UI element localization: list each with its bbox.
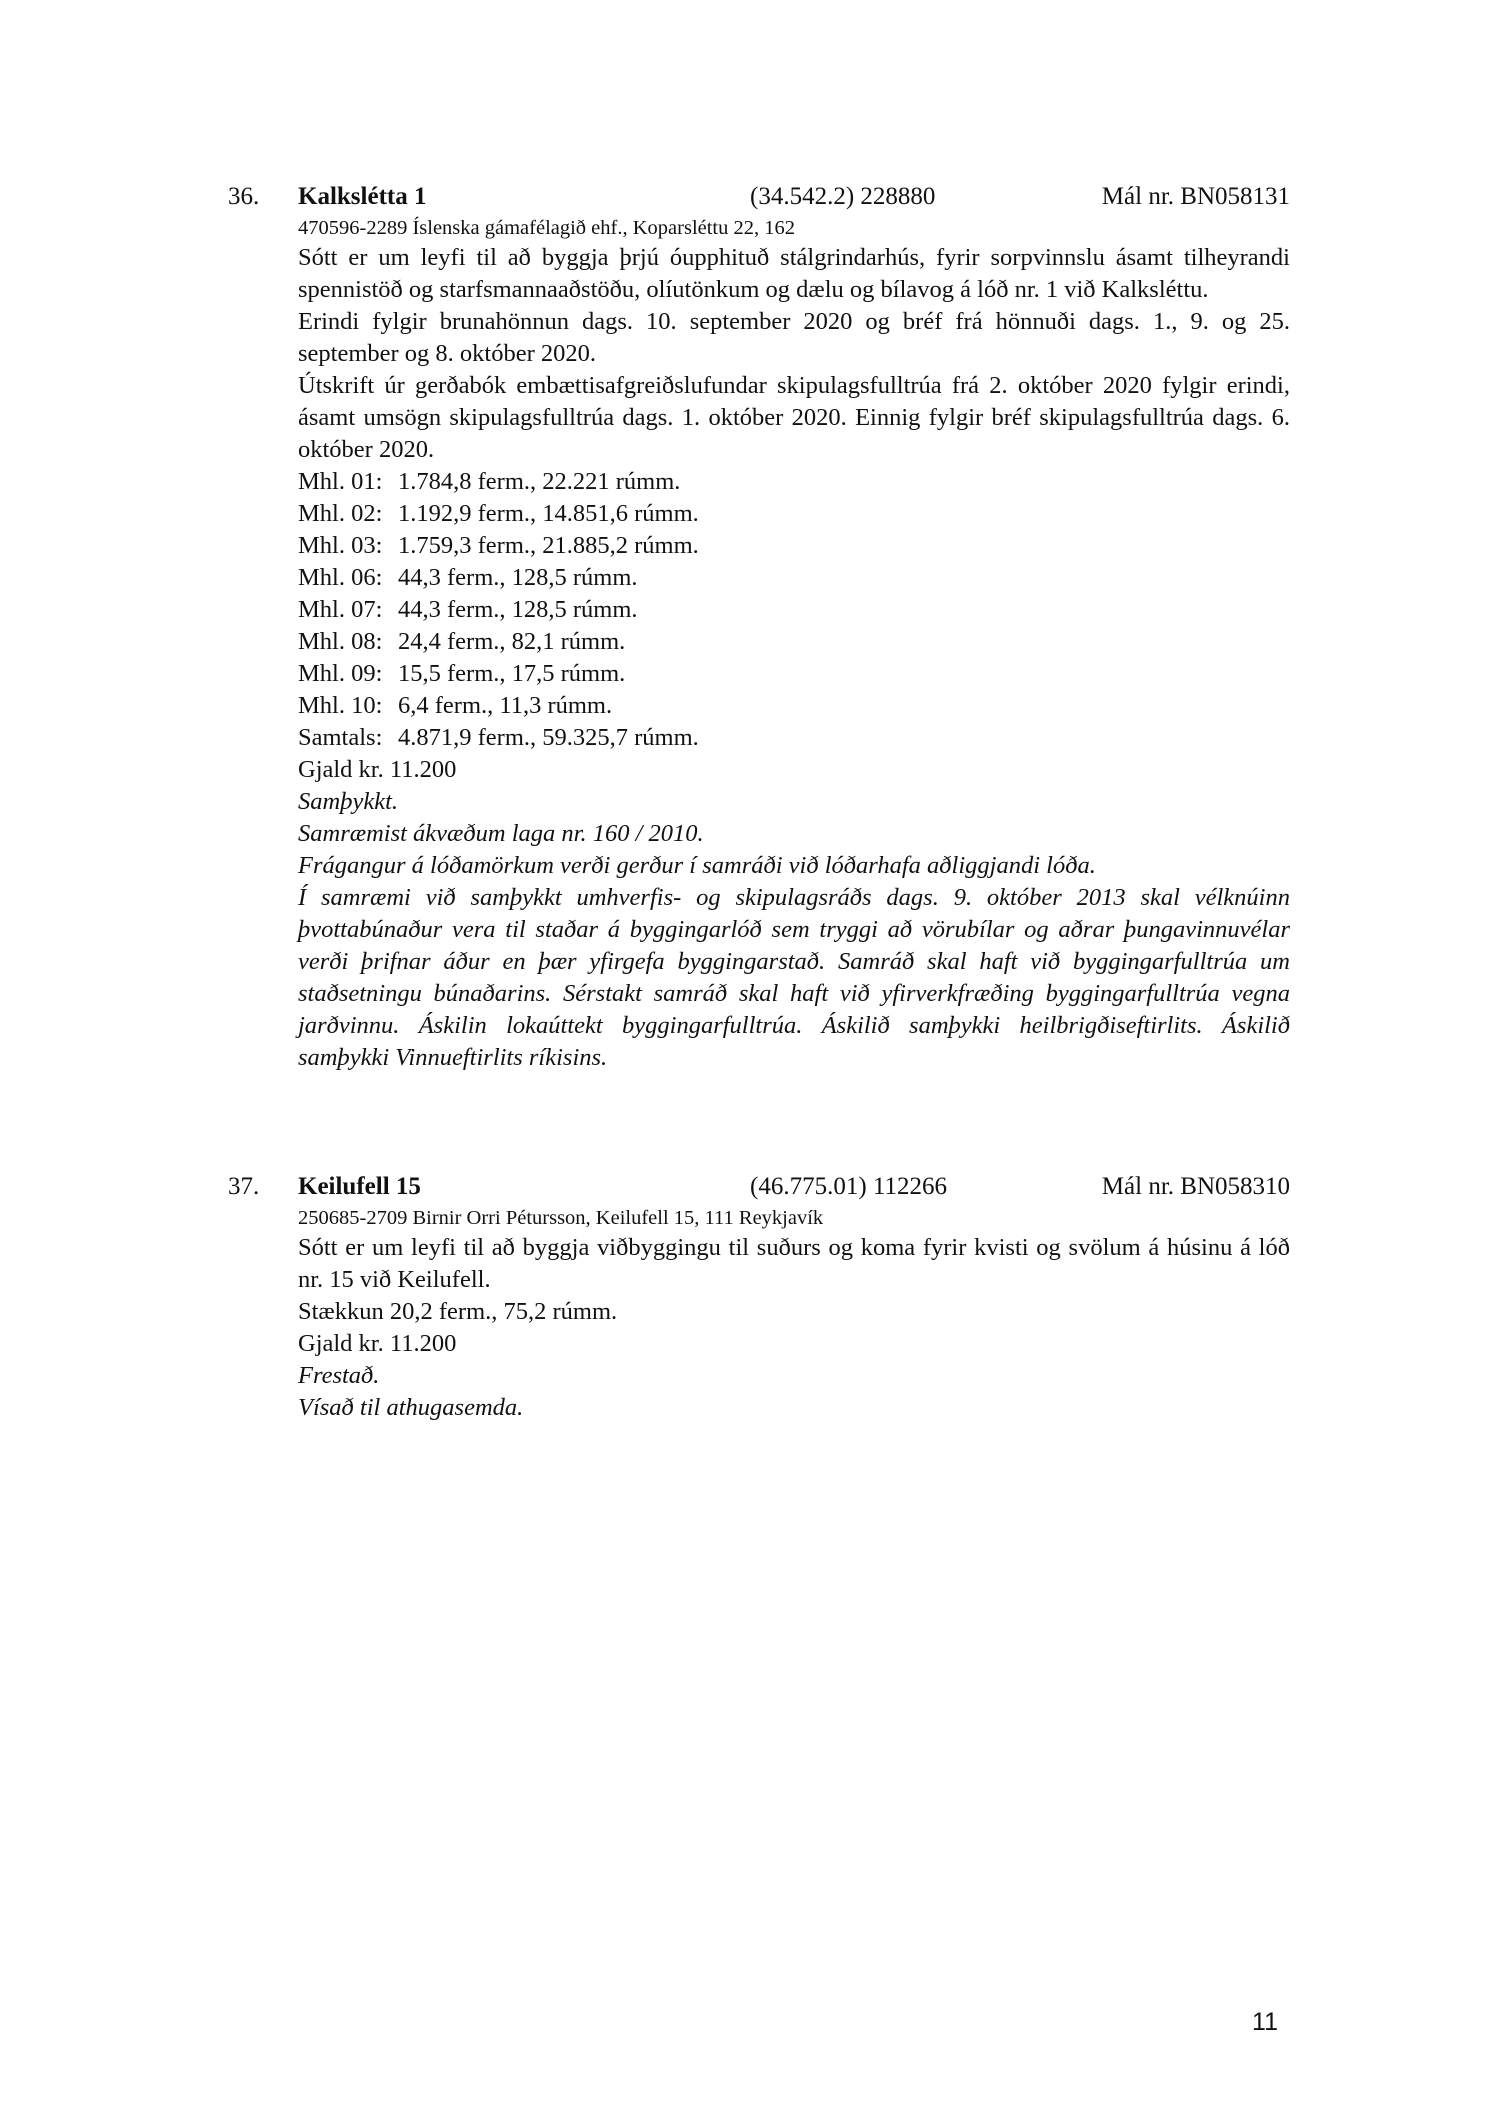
case-address: Keilufell 15 bbox=[298, 1173, 421, 1200]
case-header bbox=[228, 180, 1290, 214]
paragraph: Sótt er um leyfi til að byggja viðbyggingu til suðurs og koma fyrir kvisti og svölum á húsinu á lóð nr. 15 við Keilufell. bbox=[298, 1234, 1290, 1293]
measurement-row: Mhl. 09: 15,5 ferm., 17,5 rúmm. bbox=[298, 660, 626, 687]
measurement-row: Mhl. 06: 44,3 ferm., 128,5 rúmm. bbox=[298, 564, 638, 591]
decision-paragraph: Í samræmi við samþykkt umhverfis- og skipulagsráðs dags. 9. október 2013 skal vélknúinn þvottabúnaður vera til staðar á byggingarlóð sem tryggi að vörubílar og aðrar þungavinnuvélar verði þrifnar áður en þær yfirgefa byggingarstað. Samráð skal haft við byggingarfulltrúa um staðsetningu búnaðarins. Sérstakt samráð skal haft við yfirverkfræðing byggingarfulltrúa vegna jarðvinnu. Áskilin lokaúttekt byggingarfulltrúa. Áskilið samþykki heilbrigðiseftirlits. Áskilið samþykki Vinnueftirlits ríkisins. bbox=[298, 884, 1290, 1071]
case-37 bbox=[228, 1170, 1290, 1424]
applicant: 470596-2289 Íslenska gámafélagið ehf., Koparsléttu 22, 162 bbox=[298, 217, 796, 239]
measurement-row: Mhl. 10: 6,4 ferm., 11,3 rúmm. bbox=[298, 692, 613, 719]
case-no: Mál nr. BN058131 bbox=[1101, 183, 1290, 210]
paragraph: Sótt er um leyfi til að byggja þrjú óupphituð stálgrindarhús, fyrir sorpvinnslu ásamt tilheyrandi spennistöð og starfsmannaaðstöðu, olíutönkum og dælu og bílavog á lóð nr. 1 við Kalksléttu. bbox=[298, 244, 1290, 303]
fee: Gjald kr. 11.200 bbox=[298, 1330, 457, 1357]
fee: Gjald kr. 11.200 bbox=[298, 756, 457, 783]
measurement-row: Mhl. 08: 24,4 ferm., 82,1 rúmm. bbox=[298, 628, 626, 655]
measurement-row: Mhl. 02: 1.192,9 ferm., 14.851,6 rúmm. bbox=[298, 500, 699, 527]
case-address: Kalkslétta 1 bbox=[298, 183, 427, 210]
decision-line: Frágangur á lóðamörkum verði gerður í samráði við lóðarhafa aðliggjandi lóða. bbox=[298, 852, 1096, 879]
enlargement: Stækkun 20,2 ferm., 75,2 rúmm. bbox=[298, 1298, 618, 1325]
paragraph: Útskrift úr gerðabók embættisafgreiðslufundar skipulagsfulltrúa frá 2. október 2020 fylgir erindi, ásamt umsögn skipulagsfulltrúa dags. 1. október 2020. Einnig fylgir bréf skipulagsfulltrúa dags. 6. október 2020. bbox=[298, 372, 1290, 463]
measurement-total: Samtals: 4.871,9 ferm., 59.325,7 rúmm. bbox=[298, 724, 699, 751]
case-body bbox=[298, 214, 1290, 1074]
measurement-row: Mhl. 07: 44,3 ferm., 128,5 rúmm. bbox=[298, 596, 638, 623]
land-id: (46.775.01) 112266 bbox=[750, 1173, 947, 1200]
case-header bbox=[228, 1170, 1290, 1204]
land-id: (34.542.2) 228880 bbox=[750, 183, 936, 210]
paragraph: Erindi fylgir brunahönnun dags. 10. september 2020 og bréf frá hönnuði dags. 1., 9. og 25. september og 8. október 2020. bbox=[298, 308, 1290, 367]
case-number: 36. bbox=[228, 183, 260, 210]
page-number: 11 bbox=[1252, 2008, 1278, 2036]
decision-line: Samræmist ákvæðum laga nr. 160 / 2010. bbox=[298, 820, 704, 847]
measurement-row: Mhl. 03: 1.759,3 ferm., 21.885,2 rúmm. bbox=[298, 532, 699, 559]
measurement-row: Mhl. 01: 1.784,8 ferm., 22.221 rúmm. bbox=[298, 468, 681, 495]
case-36 bbox=[228, 180, 1290, 1074]
decision-line: Frestað. bbox=[298, 1362, 380, 1389]
applicant: 250685-2709 Birnir Orri Pétursson, Keilufell 15, 111 Reykjavík bbox=[298, 1207, 824, 1229]
decision-line: Samþykkt. bbox=[298, 788, 398, 815]
case-no: Mál nr. BN058310 bbox=[1101, 1173, 1290, 1200]
case-number: 37. bbox=[228, 1173, 260, 1200]
decision-line: Vísað til athugasemda. bbox=[298, 1394, 524, 1421]
case-body bbox=[298, 1204, 1290, 1424]
measurements bbox=[298, 466, 1290, 754]
